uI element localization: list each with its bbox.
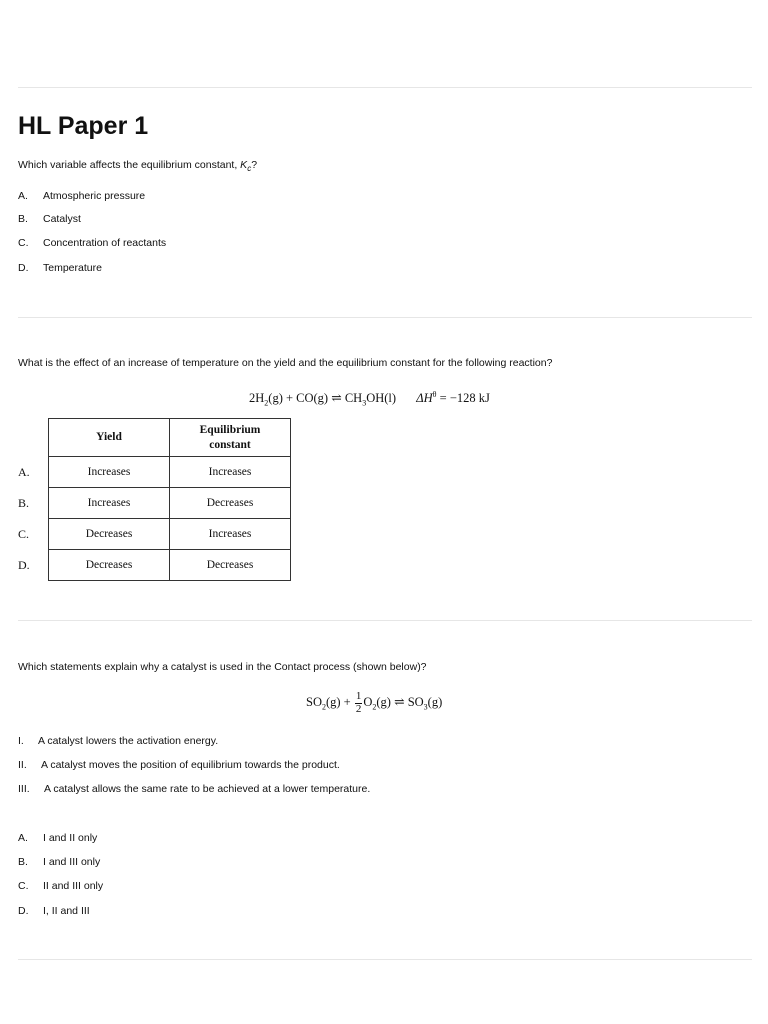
table-row[interactable] [49, 550, 291, 581]
option-letter: D. [18, 262, 29, 274]
answer-table [48, 418, 291, 581]
eq-subscript: 2 [321, 702, 326, 712]
option-text: I and III only [43, 856, 101, 868]
table-row[interactable] [49, 457, 291, 488]
column-header-yield: Yield [49, 419, 170, 457]
option-letter: A. [18, 832, 28, 844]
table-row[interactable] [49, 519, 291, 550]
eq-term: OH(l) [366, 391, 397, 406]
statement-1 [18, 735, 218, 747]
option-text: Concentration of reactants [43, 237, 167, 249]
row-label-c: C. [18, 527, 30, 541]
eq-subscript: 2 [264, 398, 269, 408]
q1-option-b[interactable] [18, 213, 81, 225]
row-label-b: B. [18, 496, 30, 510]
fraction-denominator: 2 [355, 702, 362, 715]
fraction-numerator: 1 [355, 690, 362, 702]
table-row[interactable] [49, 488, 291, 519]
statement-numeral: III. [18, 783, 30, 795]
statement-numeral: I. [18, 735, 24, 747]
divider [18, 87, 752, 88]
cell-k: Decreases [170, 488, 291, 519]
statement-text: A catalyst allows the same rate to be achieved at a lower temperature. [44, 783, 371, 795]
cell-yield: Decreases [49, 519, 170, 550]
option-text: I, II and III [43, 905, 90, 917]
statement-3 [18, 783, 370, 795]
row-label-d: D. [18, 558, 30, 572]
row-label-a: A. [18, 465, 30, 479]
option-text: II and III only [43, 880, 104, 892]
divider [18, 620, 752, 621]
eq-term: (g) ⇌ SO [376, 694, 424, 709]
table-header-row [49, 419, 291, 457]
statement-numeral: II. [18, 759, 27, 771]
eq-term: SO [306, 694, 322, 709]
enthalpy-label [416, 391, 490, 405]
cell-yield: Decreases [49, 550, 170, 581]
option-letter: C. [18, 880, 29, 892]
contact-process-equation [306, 691, 442, 715]
cell-k: Increases [170, 457, 291, 488]
dh-superscript: θ [432, 390, 437, 399]
eq-term: (g) + [325, 694, 354, 709]
statement-text: A catalyst lowers the activation energy. [38, 735, 219, 747]
eq-subscript: 3 [423, 702, 428, 712]
option-letter: A. [18, 190, 28, 202]
option-letter: C. [18, 237, 29, 249]
question-1-end: ? [251, 159, 258, 171]
cell-k: Decreases [170, 550, 291, 581]
cell-k: Increases [170, 519, 291, 550]
dh-value: = −128 kJ [436, 391, 490, 406]
q1-option-d[interactable] [18, 262, 102, 274]
q3-option-a[interactable] [18, 832, 97, 844]
page-title: HL Paper 1 [18, 112, 149, 140]
option-text: Catalyst [43, 213, 81, 225]
q3-option-d[interactable] [18, 905, 90, 917]
option-letter: B. [18, 856, 28, 868]
k-subscript: c [247, 164, 252, 174]
q3-option-c[interactable] [18, 880, 103, 892]
fraction-one-half [355, 691, 363, 715]
q1-option-c[interactable] [18, 237, 166, 249]
option-letter: B. [18, 213, 28, 225]
question-1-stem [18, 159, 257, 173]
eq-subscript: 2 [372, 702, 377, 712]
option-letter: D. [18, 905, 29, 917]
reaction-equation [249, 390, 490, 408]
k-symbol: K [240, 159, 248, 171]
divider [18, 317, 752, 318]
eq-subscript: 3 [362, 398, 367, 408]
header-line: constant [209, 438, 251, 451]
eq-term: (g) [427, 694, 443, 709]
eq-term: 2H [249, 391, 265, 406]
header-line: Equilibrium [199, 424, 261, 437]
option-text: Temperature [43, 262, 102, 274]
option-text: I and II only [43, 832, 98, 844]
eq-term: (g) + CO(g) ⇌ CH [268, 391, 363, 406]
cell-yield: Increases [49, 488, 170, 519]
column-header-equilibrium-constant [170, 419, 291, 457]
dh-symbol: ΔH [416, 391, 433, 406]
question-2-stem: What is the effect of an increase of temperature on the yield and the equilibrium constant for the following reaction? [18, 357, 553, 369]
eq-term: O [363, 694, 373, 709]
q3-option-b[interactable] [18, 856, 100, 868]
statement-2 [18, 759, 340, 771]
cell-yield: Increases [49, 457, 170, 488]
option-text: Atmospheric pressure [43, 190, 146, 202]
statement-text: A catalyst moves the position of equilibrium towards the product. [41, 759, 340, 771]
q1-option-a[interactable] [18, 190, 145, 202]
question-3-stem: Which statements explain why a catalyst is used in the Contact process (shown below)? [18, 661, 427, 673]
question-1-text: Which variable affects the equilibrium constant, [18, 159, 241, 171]
divider [18, 959, 752, 960]
